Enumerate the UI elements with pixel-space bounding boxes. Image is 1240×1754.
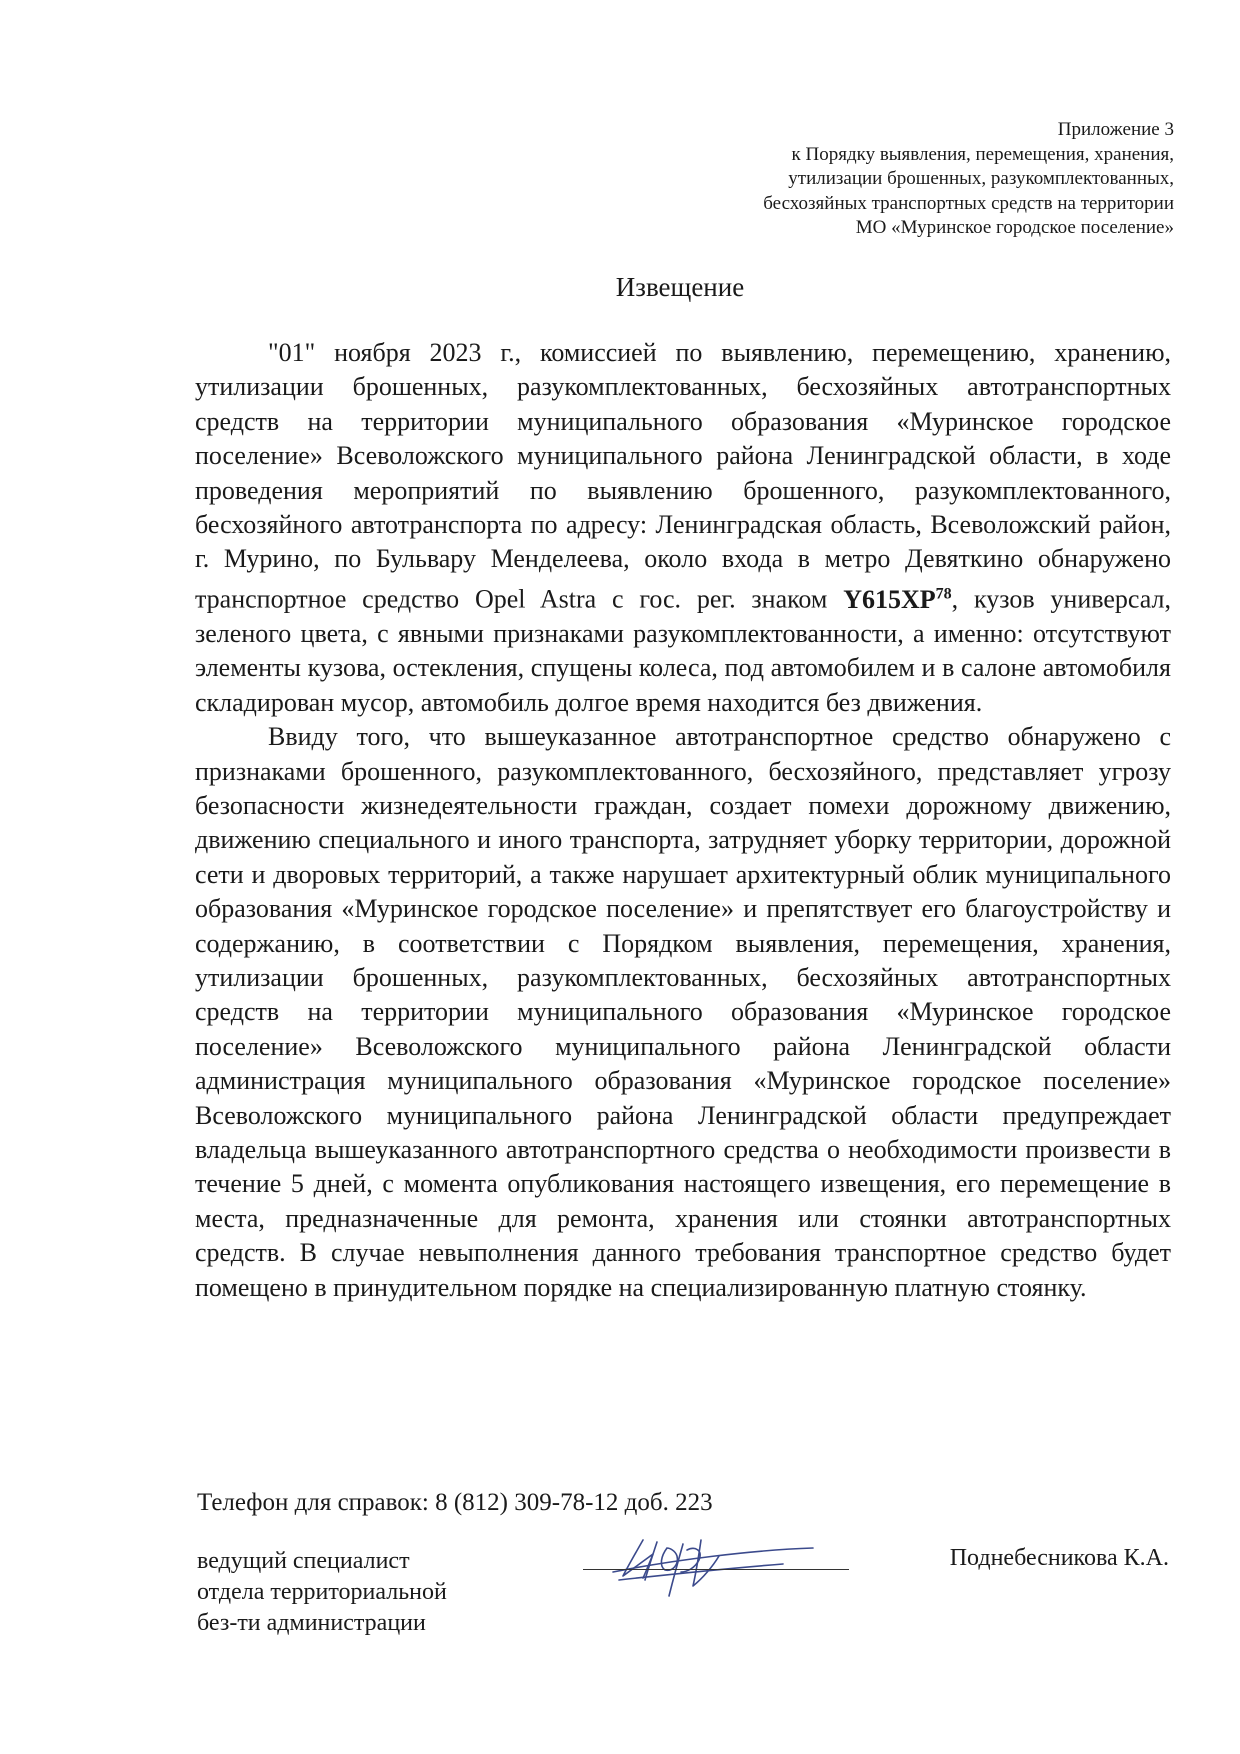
signer-position — [197, 1546, 447, 1639]
appendix-reference — [763, 118, 1174, 241]
plate-region: 78 — [935, 584, 952, 602]
appendix-line: к Порядку выявления, перемещения, хранения, — [791, 143, 1174, 165]
plate-number — [843, 585, 951, 614]
appendix-line: утилизации брошенных, разукомплектованных, — [788, 168, 1174, 189]
appendix-line: бесхозяйных транспортных средств на территории — [763, 192, 1174, 214]
plate-number-main: Y615ХР — [843, 584, 936, 614]
paragraph-finding — [195, 336, 1171, 720]
signer-name: Поднебесникова К.А. — [949, 1545, 1169, 1571]
notice-body — [195, 336, 1171, 1305]
position-line: ведущий специалист — [197, 1548, 410, 1574]
finding-text: "01" ноября 2023 г., комиссией по выявлению, перемещению, хранению, утилизации брошенных, разукомплектованных, бесхозяйных автотранспортных средств на территории муниципального образования «Муринское городское поселение» Всеволожского муниципального района Ленинградской области, в ходе проведения мероприятий по выявлению брошенного, разукомплектованного, бесхозяйного автотранспорта по адресу: Ленинградская область, Всеволожский район, г. Мурино, по Бульвару Менделеева, около входа в метро Девяткино обнаружено транспортное средство Opel Astra с гос. рег. знаком — [195, 338, 1171, 614]
appendix-line: МО «Муринское городское поселение» — [855, 217, 1174, 238]
contact-phone: Телефон для справок: 8 (812) 309-78-12 доб. 223 — [197, 1489, 713, 1516]
signature-line — [583, 1569, 849, 1570]
document-title: Извещение — [615, 272, 745, 302]
document-title-row — [0, 272, 1240, 303]
position-line: без-ти администрации — [197, 1610, 426, 1636]
vehicle-condition-text: , кузов универсал, зеленого цвета, с явными признаками разукомплектованности, а именно: отсутствуют элементы кузова, остекления, спущены колеса, под автомобилем и в салоне автомобиля складирован мусор, автомобиль долгое время находится без движения. — [195, 584, 1171, 717]
handwritten-signature — [583, 1520, 849, 1610]
appendix-line: Приложение 3 — [1057, 119, 1174, 140]
position-line: отдела территориальной — [197, 1579, 447, 1605]
paragraph-warning: Ввиду того, что вышеуказанное автотранспортное средство обнаружено с признаками брошенного, разукомплектованного, бесхозяйного, представляет угрозу безопасности жизнедеятельности граждан, создает помехи дорожному движению, движению специального и иного транспорта, затрудняет уборку территории, дорожной сети и дворовых территорий, а также нарушает архитектурный облик муниципального образования «Муринское городское поселение» и препятствует его благоустройству и содержанию, в соответствии с Порядком выявления, перемещения, хранения, утилизации брошенных, разукомплектованных, бесхозяйных автотранспортных средств на территории муниципального образования «Муринское городское поселение» Всеволожского муниципального района Ленинградской области администрация муниципального образования «Муринское городское поселение» Всеволожского муниципального района Ленинградской области предупреждает владельца вышеуказанного автотранспортного средства о необходимости произвести в течение 5 дней, с момента опубликования настоящего извещения, его перемещение в места, предназначенные для ремонта, хранения или стоянки автотранспортных средств. В случае невыполнения данного требования транспортное средство будет помещено в принудительном порядке на специализированную платную стоянку. — [195, 722, 1171, 1302]
